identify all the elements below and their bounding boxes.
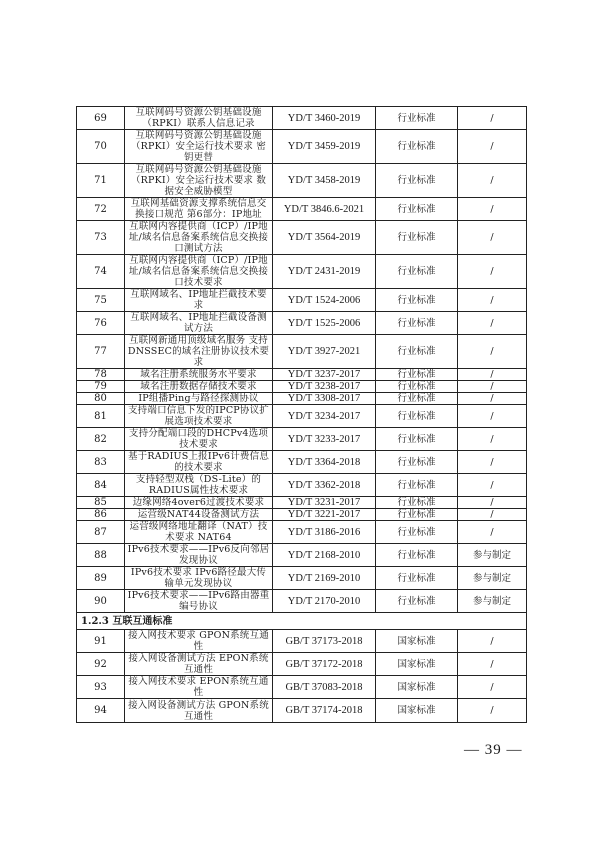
page-number: — 39 — [464,742,523,758]
standard-name: 基于RADIUS上报IPv6计费信息的技术要求 [125,451,273,474]
table-row [77,567,527,590]
remark: / [458,699,527,723]
table-body-part-1 [77,107,527,613]
standard-type: 国家标准 [376,699,458,723]
standard-type: 行业标准 [376,164,458,198]
remark: / [458,509,527,521]
standard-name: 互联网内容提供商（ICP）/IP地址/域名信息备案系统信息交换接口测试方法 [125,221,273,255]
row-number: 90 [77,590,125,613]
remark: / [458,676,527,699]
standard-type: 行业标准 [376,198,458,221]
standard-type: 行业标准 [376,405,458,428]
standard-name: 接入网设备测试方法 GPON系统互通性 [125,699,273,723]
row-number: 84 [77,474,125,497]
remark: / [458,255,527,289]
section-row [77,613,527,630]
standard-type: 行业标准 [376,521,458,544]
row-number: 82 [77,428,125,451]
standard-type: 行业标准 [376,130,458,164]
standard-code: YD/T 1524-2006 [273,289,376,312]
standard-type: 行业标准 [376,335,458,369]
row-number: 94 [77,699,125,723]
table-row [77,164,527,198]
standard-type: 行业标准 [376,451,458,474]
standard-name: IP组播Ping与路径探测协议 [125,393,273,405]
standard-type: 行业标准 [376,544,458,567]
standard-type: 行业标准 [376,289,458,312]
standard-code: GB/T 37173-2018 [273,630,376,653]
standards-table [76,106,527,723]
standard-name: 互联网基础资源支撑系统信息交换接口规范 第6部分：IP地址 [125,198,273,221]
remark: / [458,130,527,164]
remark: / [458,497,527,509]
standard-type: 行业标准 [376,428,458,451]
remark: / [458,107,527,130]
standard-code: YD/T 3364-2018 [273,451,376,474]
standard-name: 互联网码号资源公钥基础设施（RPKI）安全运行技术要求 数据安全威胁模型 [125,164,273,198]
standard-code: YD/T 3846.6-2021 [273,198,376,221]
remark: / [458,521,527,544]
standard-name: 支持端口信息下发的IPCP协议扩展选项技术要求 [125,405,273,428]
standard-code: GB/T 37172-2018 [273,653,376,676]
standard-code: YD/T 1525-2006 [273,312,376,335]
standard-code: YD/T 3308-2017 [273,393,376,405]
standard-name: IPv6技术要求——IPv6反向邻居发现协议 [125,544,273,567]
standard-name: 接入网技术要求 GPON系统互通性 [125,630,273,653]
standard-name: 支持轻型双栈（DS-Lite）的RADIUS属性技术要求 [125,474,273,497]
row-number: 86 [77,509,125,521]
standard-name: 互联网域名、IP地址拦截技术要求 [125,289,273,312]
table-row [77,428,527,451]
table-row [77,198,527,221]
section-header-body [77,613,527,630]
row-number: 88 [77,544,125,567]
row-number: 80 [77,393,125,405]
standard-name: IPv6技术要求——IPv6路由器重编号协议 [125,590,273,613]
table-row [77,221,527,255]
section-title: 1.2.3 互联互通标准 [77,613,527,630]
standard-type: 行业标准 [376,381,458,393]
remark: / [458,164,527,198]
standard-type: 行业标准 [376,393,458,405]
standard-type: 国家标准 [376,630,458,653]
remark: / [458,405,527,428]
standard-code: YD/T 3564-2019 [273,221,376,255]
standard-name: 互联网新通用顶级域名服务 支持DNSSEC的域名注册协议技术要求 [125,335,273,369]
standard-name: 边缘网络4over6过渡技术要求 [125,497,273,509]
row-number: 69 [77,107,125,130]
row-number: 89 [77,567,125,590]
row-number: 93 [77,676,125,699]
standard-type: 行业标准 [376,590,458,613]
remark: / [458,289,527,312]
table-row [77,451,527,474]
standard-code: YD/T 3458-2019 [273,164,376,198]
table-row [77,699,527,723]
standard-type: 行业标准 [376,107,458,130]
table-row [77,544,527,567]
standard-name: 运营级网络地址翻译（NAT）技术要求 NAT64 [125,521,273,544]
table-row [77,381,527,393]
row-number: 71 [77,164,125,198]
table-row [77,255,527,289]
standard-type: 国家标准 [376,653,458,676]
table-row [77,289,527,312]
standard-code: YD/T 2168-2010 [273,544,376,567]
standard-code: YD/T 3362-2018 [273,474,376,497]
standard-code: YD/T 3231-2017 [273,497,376,509]
row-number: 72 [77,198,125,221]
remark: / [458,474,527,497]
remark: / [458,198,527,221]
standard-type: 国家标准 [376,676,458,699]
standard-code: YD/T 3237-2017 [273,369,376,381]
row-number: 79 [77,381,125,393]
standard-type: 行业标准 [376,474,458,497]
standard-code: YD/T 3927-2021 [273,335,376,369]
standard-name: 域名注册系统服务水平要求 [125,369,273,381]
standard-name: 运营级NAT44设备测试方法 [125,509,273,521]
standard-name: 支持分配端口段的DHCPv4选项技术要求 [125,428,273,451]
standard-code: YD/T 3238-2017 [273,381,376,393]
remark: 参与制定 [458,544,527,567]
remark: / [458,653,527,676]
table-row [77,335,527,369]
remark: / [458,451,527,474]
standard-type: 行业标准 [376,369,458,381]
standard-code: YD/T 3221-2017 [273,509,376,521]
standard-code: YD/T 3233-2017 [273,428,376,451]
remark: / [458,630,527,653]
standard-code: YD/T 3234-2017 [273,405,376,428]
table-body-part-2 [77,630,527,723]
standard-code: YD/T 3459-2019 [273,130,376,164]
remark: / [458,369,527,381]
table-row [77,590,527,613]
row-number: 70 [77,130,125,164]
row-number: 87 [77,521,125,544]
table-row [77,474,527,497]
remark: / [458,381,527,393]
row-number: 77 [77,335,125,369]
table-row [77,521,527,544]
remark: / [458,335,527,369]
standard-name: 接入网设备测试方法 EPON系统互通性 [125,653,273,676]
standard-type: 行业标准 [376,312,458,335]
remark: / [458,393,527,405]
standard-name: IPv6技术要求 IPv6路径最大传输单元发现协议 [125,567,273,590]
table-row [77,312,527,335]
table-row [77,130,527,164]
standard-type: 行业标准 [376,509,458,521]
standard-name: 接入网技术要求 EPON系统互通性 [125,676,273,699]
standard-type: 行业标准 [376,255,458,289]
table-row [77,509,527,521]
row-number: 83 [77,451,125,474]
row-number: 73 [77,221,125,255]
row-number: 74 [77,255,125,289]
remark: 参与制定 [458,567,527,590]
standard-code: GB/T 37083-2018 [273,676,376,699]
table-row [77,630,527,653]
row-number: 85 [77,497,125,509]
standard-name: 互联网码号资源公钥基础设施（RPKI）安全运行技术要求 密钥更替 [125,130,273,164]
standard-code: YD/T 3186-2016 [273,521,376,544]
row-number: 75 [77,289,125,312]
remark: / [458,312,527,335]
row-number: 91 [77,630,125,653]
standard-name: 互联网码号资源公钥基础设施（RPKI）联系人信息记录 [125,107,273,130]
standard-code: GB/T 37174-2018 [273,699,376,723]
remark: / [458,428,527,451]
standard-name: 互联网内容提供商（ICP）/IP地址/域名信息备案系统信息交换接口技术要求 [125,255,273,289]
standard-type: 行业标准 [376,567,458,590]
standard-code: YD/T 2431-2019 [273,255,376,289]
remark: 参与制定 [458,590,527,613]
standard-code: YD/T 3460-2019 [273,107,376,130]
table-row [77,369,527,381]
standard-name: 互联网域名、IP地址拦截设备测试方法 [125,312,273,335]
table-row [77,107,527,130]
table-row [77,653,527,676]
standard-code: YD/T 2170-2010 [273,590,376,613]
row-number: 76 [77,312,125,335]
standard-name: 域名注册数据存储技术要求 [125,381,273,393]
standard-type: 行业标准 [376,497,458,509]
standard-code: YD/T 2169-2010 [273,567,376,590]
row-number: 92 [77,653,125,676]
table-row [77,676,527,699]
table-row [77,393,527,405]
table-row [77,497,527,509]
row-number: 78 [77,369,125,381]
remark: / [458,221,527,255]
standard-type: 行业标准 [376,221,458,255]
table-row [77,405,527,428]
row-number: 81 [77,405,125,428]
